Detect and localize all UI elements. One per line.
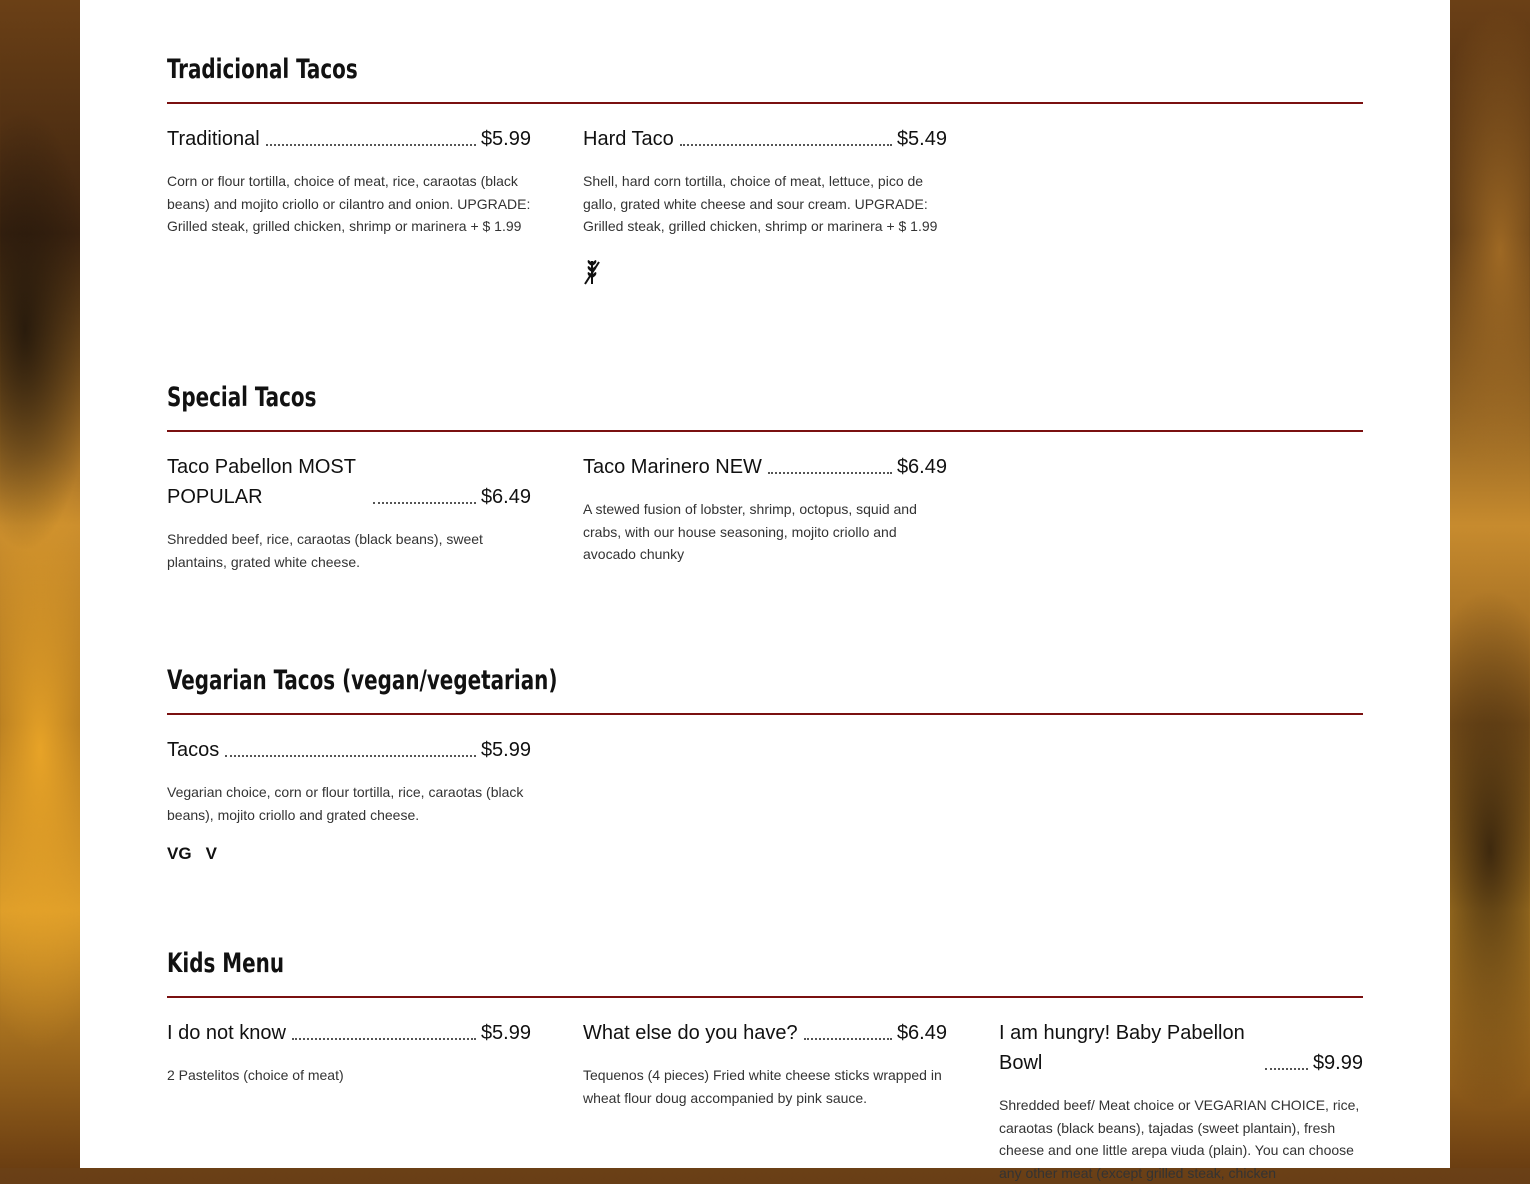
dot-leader xyxy=(804,1038,892,1040)
section-title: Vegarian Tacos (vegan/vegetarian) xyxy=(167,665,558,696)
menu-item-hard-taco xyxy=(583,124,947,286)
item-price: $5.49 xyxy=(896,128,947,150)
menu-item-what-else xyxy=(583,1018,947,1109)
item-name: I am hungry! Baby Pabellon Bowl xyxy=(999,1022,1245,1074)
dot-leader xyxy=(373,502,476,504)
item-description: Vegarian choice, corn or flour tortilla, rice, caraotas (black beans), mojito criollo and grated cheese. xyxy=(167,784,524,823)
gluten-free-icon xyxy=(583,258,601,286)
item-name: Tacos xyxy=(167,739,220,761)
item-price: $5.99 xyxy=(480,739,531,761)
dot-leader xyxy=(768,472,892,474)
menu-item-taco-pabellon xyxy=(167,452,531,573)
section-divider xyxy=(167,713,1363,715)
item-name: Hard Taco xyxy=(583,128,674,150)
dot-leader xyxy=(225,755,476,757)
item-name: Taco Marinero NEW xyxy=(583,456,762,478)
item-name: What else do you have? xyxy=(583,1022,798,1044)
section-title: Kids Menu xyxy=(167,948,285,979)
item-name: Traditional xyxy=(167,128,260,150)
section-divider xyxy=(167,430,1363,432)
section-kids-menu xyxy=(167,944,1363,1181)
menu-item-taco-marinero xyxy=(583,452,947,566)
menu-item-i-do-not-know xyxy=(167,1018,531,1087)
item-name: Taco Pabellon MOST POPULAR xyxy=(167,456,356,508)
menu-item-tacos xyxy=(167,735,531,864)
section-divider xyxy=(167,996,1363,998)
item-price: $5.99 xyxy=(480,1022,531,1044)
item-description: Corn or flour tortilla, choice of meat, rice, caraotas (black beans) and mojito criollo or cilantro and onion. UPGRADE: Grilled steak, grilled chicken, shrimp or marinera + $ 1.99 xyxy=(167,173,531,234)
section-title: Tradicional Tacos xyxy=(167,54,358,85)
section-tradicional-tacos xyxy=(167,50,1363,234)
item-price: $6.49 xyxy=(896,1022,947,1044)
menu-panel xyxy=(80,0,1450,1181)
dot-leader xyxy=(680,144,892,146)
section-title: Special Tacos xyxy=(167,382,317,413)
dot-leader xyxy=(292,1038,476,1040)
item-price: $5.99 xyxy=(480,128,531,150)
section-special-tacos xyxy=(167,378,1363,570)
menu-item-baby-pabellon-bowl xyxy=(999,1018,1363,1184)
vegan-badge: VG xyxy=(167,844,192,863)
item-price: $6.49 xyxy=(896,456,947,478)
item-description: Shredded beef, rice, caraotas (black beans), sweet plantains, grated white cheese. xyxy=(167,531,483,570)
section-divider xyxy=(167,102,1363,104)
item-name: I do not know xyxy=(167,1022,286,1044)
item-description: 2 Pastelitos (choice of meat) xyxy=(167,1067,344,1083)
section-vegarian-tacos xyxy=(167,661,1363,863)
dot-leader xyxy=(266,144,476,146)
item-description: Tequenos (4 pieces) Fried white cheese sticks wrapped in wheat flour doug accompanied by pink sauce. xyxy=(583,1067,942,1106)
dot-leader xyxy=(1265,1068,1308,1070)
item-price: $6.49 xyxy=(480,486,531,508)
item-description: Shell, hard corn tortilla, choice of meat, lettuce, pico de gallo, grated white cheese and sour cream. UPGRADE: Grilled steak, grilled chicken, shrimp or marinera + $ 1.99 xyxy=(583,173,938,234)
item-description: Shredded beef/ Meat choice or VEGARIAN CHOICE, rice, caraotas (black beans), tajadas (sweet plantain), fresh cheese and one little arepa viuda (plain). You can choose any other meat (except grilled steak, chicken xyxy=(999,1097,1360,1181)
vegetarian-badge: V xyxy=(205,844,217,863)
menu-item-traditional xyxy=(167,124,531,238)
item-description: A stewed fusion of lobster, shrimp, octopus, squid and crabs, with our house seasoning, mojito criollo and avocado chunky xyxy=(583,501,917,562)
item-price: $9.99 xyxy=(1312,1052,1363,1074)
